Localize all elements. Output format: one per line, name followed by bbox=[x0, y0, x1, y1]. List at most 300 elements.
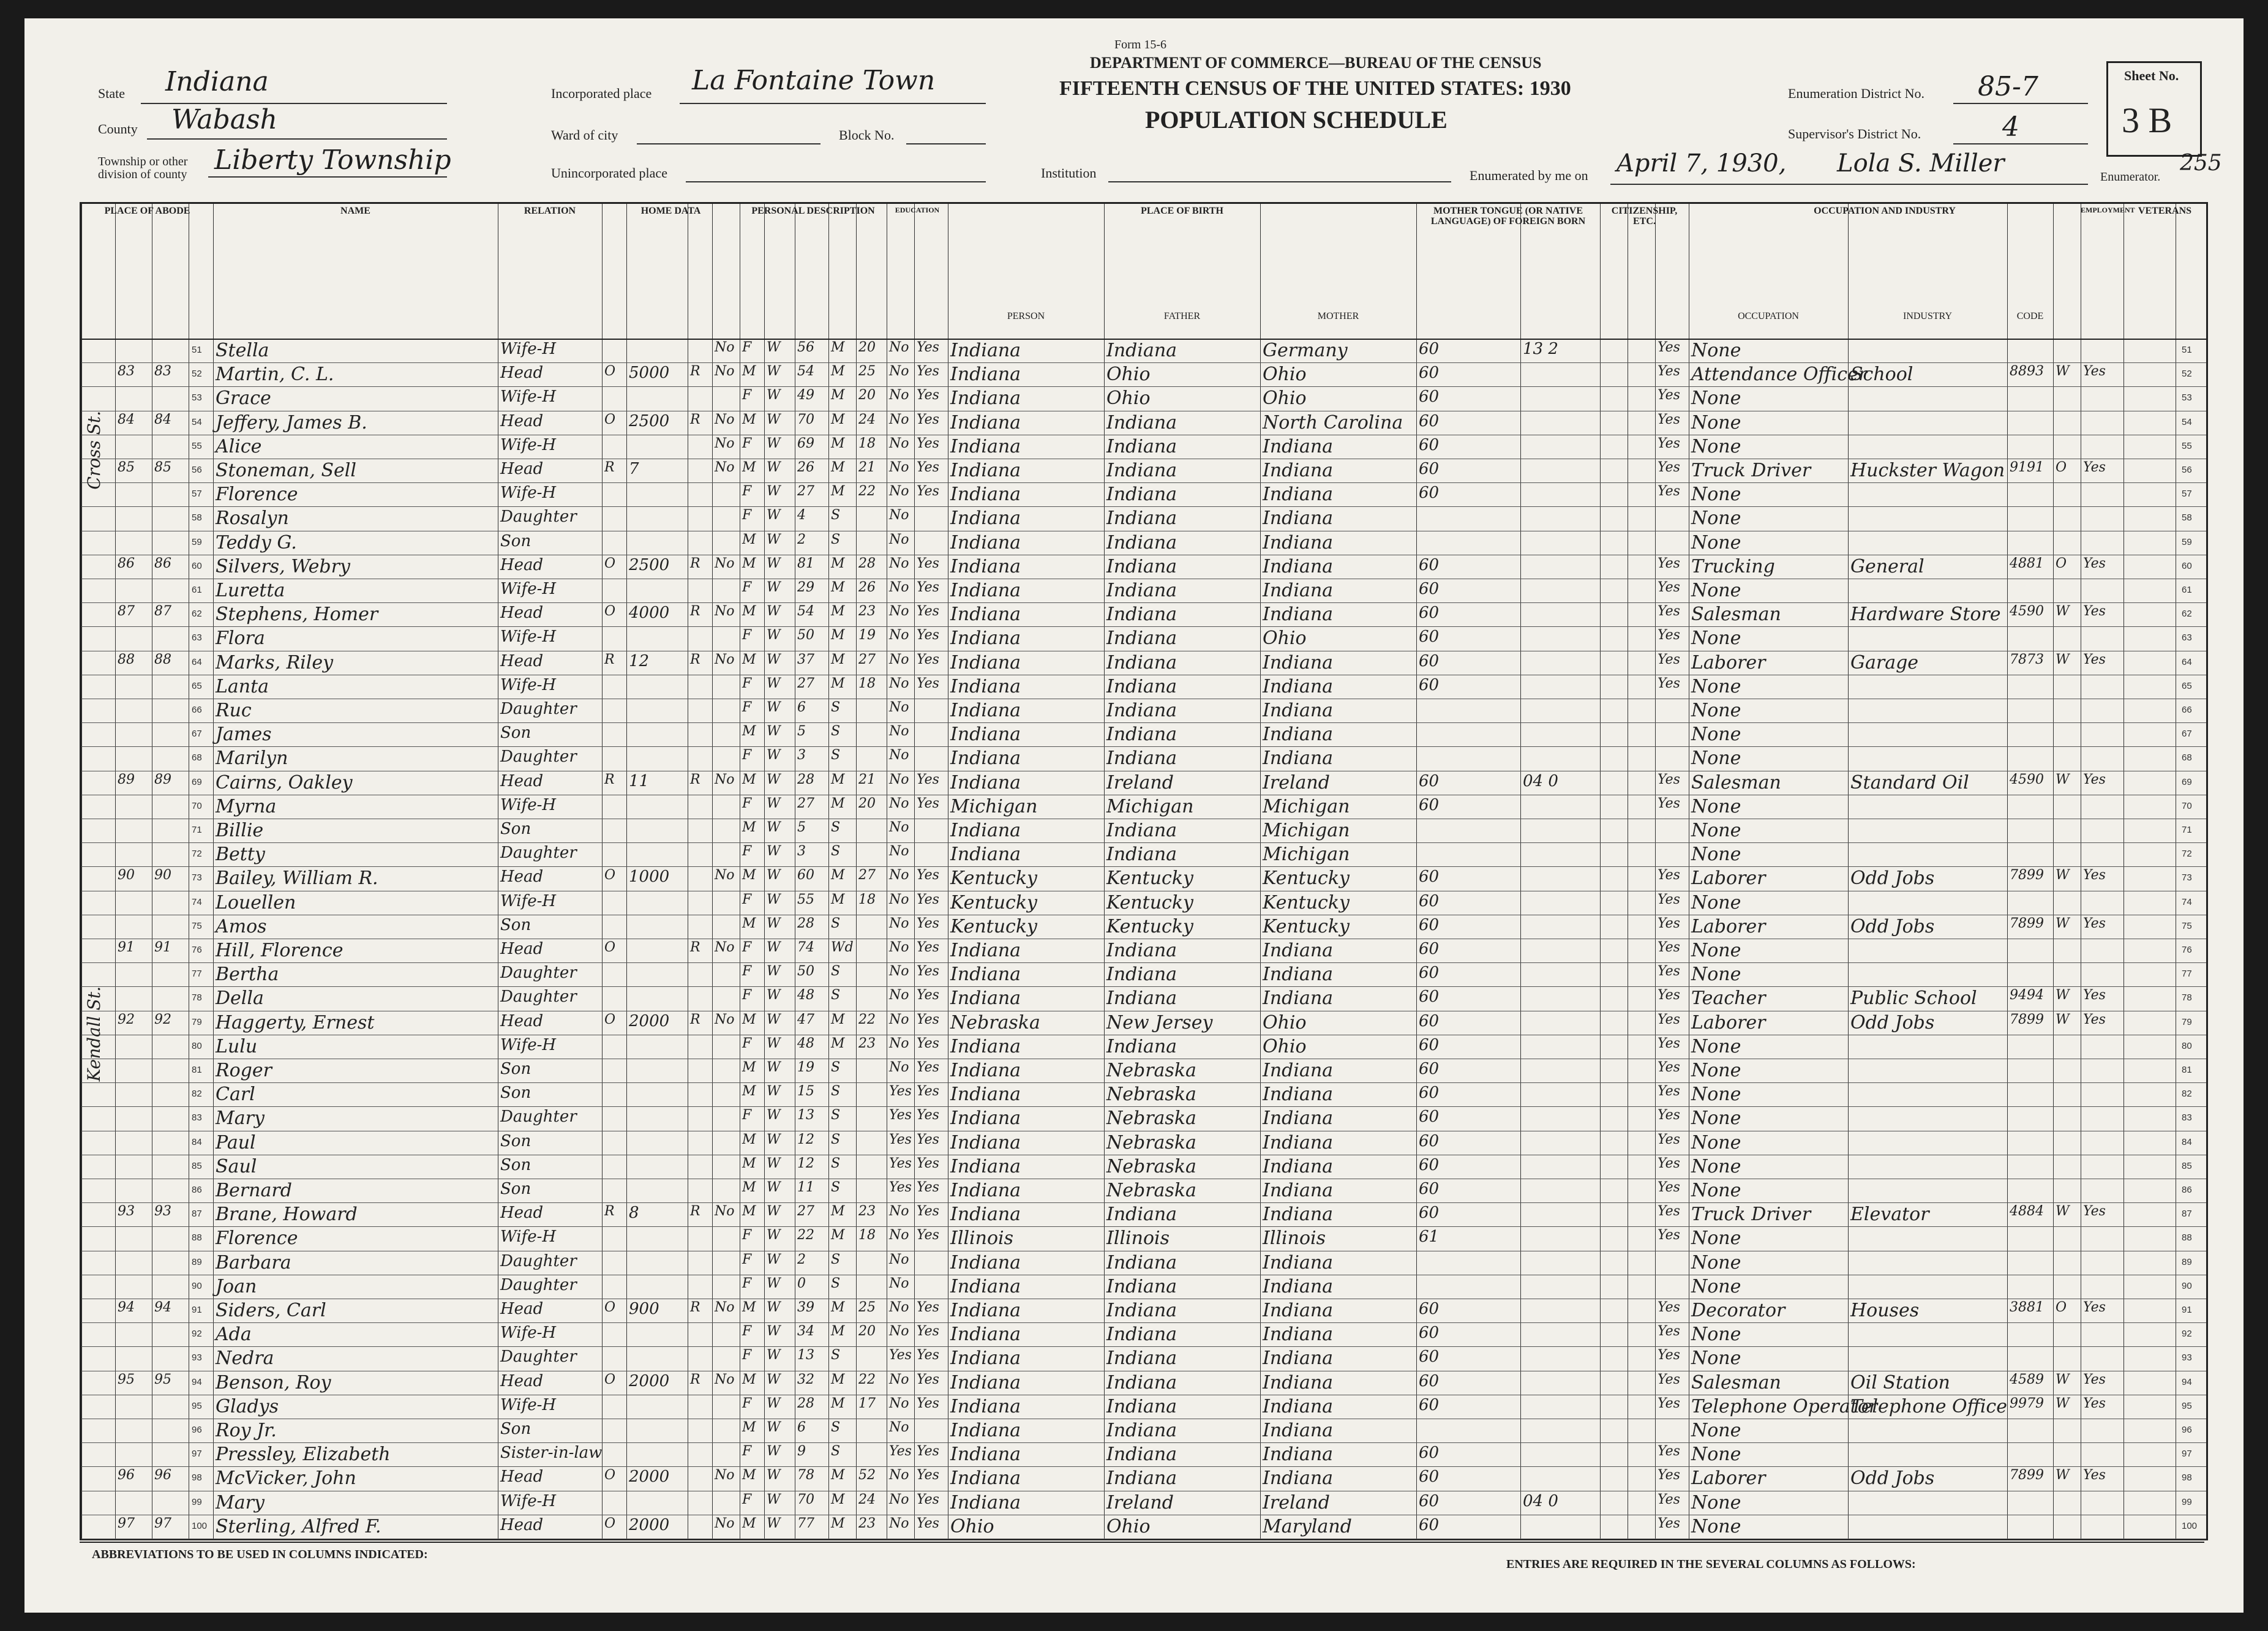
cell-fb: Nebraska bbox=[1106, 1180, 1196, 1201]
line-number: 67 bbox=[192, 729, 202, 740]
cell-eng: Yes bbox=[1658, 484, 1680, 500]
incorporated-value: La Fontaine Town bbox=[692, 65, 936, 96]
cell-radio: R bbox=[690, 1011, 700, 1027]
cell-work: Yes bbox=[2083, 771, 2106, 787]
cell-mb: Maryland bbox=[1263, 1515, 1352, 1537]
cell-race: W bbox=[767, 868, 781, 883]
cell-mar: S bbox=[831, 820, 841, 835]
cell-ind: Odd Jobs bbox=[1850, 1468, 1935, 1490]
cell-fam: 92 bbox=[154, 1011, 171, 1027]
cell-lang: 60 bbox=[1419, 435, 1440, 454]
cell-sex: F bbox=[742, 1228, 752, 1243]
cell-lang: 60 bbox=[1419, 891, 1440, 910]
line-number: 68 bbox=[192, 752, 202, 763]
cell-mb: Kentucky bbox=[1263, 868, 1350, 890]
line-number: 66 bbox=[192, 705, 202, 715]
cell-fb: Indiana bbox=[1106, 1420, 1177, 1441]
cell-race: W bbox=[767, 340, 781, 355]
cell-name: Benson, Roy bbox=[216, 1371, 331, 1393]
cell-mar: M bbox=[831, 340, 845, 355]
cell-pb: Indiana bbox=[950, 1204, 1021, 1226]
line-number: 62 bbox=[2182, 609, 2192, 620]
cell-pb: Indiana bbox=[950, 1108, 1021, 1130]
cell-occ: Trucking bbox=[1691, 555, 1775, 577]
cell-occ: Salesman bbox=[1691, 771, 1781, 793]
cell-eng: Yes bbox=[1658, 1491, 1680, 1507]
ed-label: Enumeration District No. bbox=[1788, 86, 1925, 101]
cell-sex: F bbox=[742, 1491, 752, 1507]
sd-label: Supervisor's District No. bbox=[1788, 126, 1921, 141]
cell-own: O bbox=[604, 940, 616, 955]
cell-rel: Daughter bbox=[500, 988, 577, 1007]
cell-rel: Wife-H bbox=[500, 580, 557, 598]
cell-sch: No bbox=[889, 1228, 909, 1243]
line-number: 91 bbox=[192, 1305, 202, 1315]
cell-sex: M bbox=[742, 771, 756, 787]
cell-sch: Yes bbox=[889, 1180, 912, 1195]
cell-race: W bbox=[767, 1324, 781, 1340]
line-number: 68 bbox=[2182, 752, 2192, 763]
cell-cls: W bbox=[2056, 364, 2070, 380]
cell-fb: Indiana bbox=[1106, 1444, 1177, 1466]
cell-read: Yes bbox=[917, 1444, 939, 1460]
cell-occ: None bbox=[1691, 388, 1741, 410]
line-number: 98 bbox=[2182, 1472, 2192, 1483]
cell-sch: No bbox=[889, 1468, 909, 1483]
cell-val: 12 bbox=[629, 651, 650, 670]
cell-mar: S bbox=[831, 1060, 841, 1075]
cell-sex: M bbox=[742, 651, 756, 667]
cell-lang: 60 bbox=[1419, 1035, 1440, 1054]
cell-read: Yes bbox=[917, 1108, 939, 1123]
cell-val: 2500 bbox=[629, 555, 670, 574]
cell-sch: No bbox=[889, 724, 909, 740]
cell-race: W bbox=[767, 460, 781, 475]
cell-sex: F bbox=[742, 1035, 752, 1051]
cell-occ: None bbox=[1691, 1348, 1741, 1370]
cell-pb: Indiana bbox=[950, 1035, 1021, 1057]
cell-fb: Indiana bbox=[1106, 1204, 1177, 1226]
abbreviations-title: ABBREVIATIONS TO BE USED IN COLUMNS INDICATED: bbox=[92, 1548, 428, 1561]
cell-name: Roy Jr. bbox=[216, 1420, 277, 1441]
cell-mb: Indiana bbox=[1263, 940, 1334, 961]
cell-rel: Son bbox=[500, 1155, 531, 1174]
line-number: 65 bbox=[192, 680, 202, 691]
cell-mar: M bbox=[831, 580, 845, 595]
cell-code: 04 0 bbox=[1523, 771, 1558, 790]
cell-lang: 60 bbox=[1419, 1444, 1440, 1463]
cell-mar: M bbox=[831, 891, 845, 907]
cell-ind: Hardware Store bbox=[1850, 604, 2001, 626]
line-number: 80 bbox=[192, 1040, 202, 1051]
cell-age: 6 bbox=[797, 1420, 806, 1435]
cell-mb: Ireland bbox=[1263, 771, 1330, 793]
line-number: 67 bbox=[2182, 729, 2192, 740]
cell-rel: Head bbox=[500, 1300, 544, 1318]
cell-agem: 23 bbox=[858, 1204, 876, 1220]
line-number: 100 bbox=[192, 1520, 208, 1531]
cell-mar: M bbox=[831, 771, 845, 787]
cell-rel: Son bbox=[500, 724, 531, 743]
cell-sch: No bbox=[889, 1251, 909, 1267]
cell-cls: W bbox=[2056, 651, 2070, 667]
cell-rel: Wife-H bbox=[500, 1324, 557, 1343]
cell-sch: No bbox=[889, 940, 909, 955]
cell-ocode: 8893 bbox=[2010, 364, 2044, 380]
cell-code: 13 2 bbox=[1523, 340, 1558, 358]
cell-agem: 23 bbox=[858, 1035, 876, 1051]
cell-own: R bbox=[604, 651, 615, 667]
cell-occ: Decorator bbox=[1691, 1300, 1785, 1321]
cell-name: Billie bbox=[216, 820, 264, 841]
cell-own: O bbox=[604, 868, 616, 883]
cell-fb: Indiana bbox=[1106, 1395, 1177, 1417]
cell-sex: M bbox=[742, 1300, 756, 1315]
cell-race: W bbox=[767, 988, 781, 1003]
cell-sex: M bbox=[742, 1204, 756, 1220]
cell-pb: Indiana bbox=[950, 1275, 1021, 1297]
group-header: OCCUPATION AND INDUSTRY bbox=[1814, 206, 1956, 216]
line-number: 96 bbox=[192, 1425, 202, 1435]
cell-age: 27 bbox=[797, 795, 814, 811]
cell-read: Yes bbox=[917, 484, 939, 500]
cell-race: W bbox=[767, 1348, 781, 1363]
census-title: FIFTEENTH CENSUS OF THE UNITED STATES: 1930 bbox=[1059, 77, 1571, 100]
line-number: 64 bbox=[192, 656, 202, 667]
cell-eng: Yes bbox=[1658, 1444, 1680, 1460]
line-number: 81 bbox=[2182, 1065, 2192, 1075]
cell-age: 28 bbox=[797, 771, 814, 787]
cell-sch: No bbox=[889, 891, 909, 907]
unincorporated-label: Unincorporated place bbox=[551, 165, 667, 181]
cell-fb: Nebraska bbox=[1106, 1108, 1196, 1130]
line-number: 76 bbox=[192, 945, 202, 955]
cell-name: Mary bbox=[216, 1491, 265, 1513]
cell-pb: Indiana bbox=[950, 435, 1021, 457]
cell-mar: S bbox=[831, 1131, 841, 1147]
cell-ocode: 9494 bbox=[2010, 988, 2044, 1003]
cell-mb: Indiana bbox=[1263, 1468, 1334, 1490]
cell-rel: Wife-H bbox=[500, 484, 557, 503]
cell-race: W bbox=[767, 820, 781, 835]
line-number: 92 bbox=[192, 1329, 202, 1340]
cell-lang: 60 bbox=[1419, 988, 1440, 1007]
street-name: Cross St. bbox=[84, 410, 104, 490]
cell-fam: 86 bbox=[154, 555, 171, 571]
cell-lang: 60 bbox=[1419, 1515, 1440, 1534]
cell-name: Martin, C. L. bbox=[216, 364, 334, 386]
cell-rel: Wife-H bbox=[500, 1395, 557, 1414]
line-number: 80 bbox=[2182, 1040, 2192, 1051]
cell-lang: 60 bbox=[1419, 1180, 1440, 1198]
cell-mar: S bbox=[831, 1348, 841, 1363]
cell-sex: M bbox=[742, 1420, 756, 1435]
cell-ind: Elevator bbox=[1850, 1204, 1929, 1226]
cell-mb: Indiana bbox=[1263, 460, 1334, 481]
cell-mar: S bbox=[831, 1275, 841, 1291]
cell-read: Yes bbox=[917, 1131, 939, 1147]
cell-mar: M bbox=[831, 555, 845, 571]
cell-occ: None bbox=[1691, 1035, 1741, 1057]
cell-sex: M bbox=[742, 1155, 756, 1171]
cell-eng: Yes bbox=[1658, 988, 1680, 1003]
line-number: 79 bbox=[2182, 1016, 2192, 1027]
cell-sch: No bbox=[889, 1371, 909, 1387]
cell-sex: M bbox=[742, 1131, 756, 1147]
cell-own: O bbox=[604, 604, 616, 620]
line-number: 84 bbox=[2182, 1136, 2192, 1147]
cell-mar: M bbox=[831, 1204, 845, 1220]
cell-dw: 85 bbox=[118, 460, 135, 475]
cell-pb: Indiana bbox=[950, 508, 1021, 530]
cell-name: Marilyn bbox=[216, 748, 288, 770]
cell-pb: Indiana bbox=[950, 820, 1021, 841]
cell-sex: F bbox=[742, 891, 752, 907]
cell-rel: Head bbox=[500, 411, 544, 430]
cell-occ: None bbox=[1691, 1180, 1741, 1201]
cell-ind: Houses bbox=[1850, 1300, 1920, 1321]
cell-sch: No bbox=[889, 460, 909, 475]
cell-pb: Michigan bbox=[950, 795, 1038, 817]
cell-mb: Indiana bbox=[1263, 1444, 1334, 1466]
cell-own: O bbox=[604, 1468, 616, 1483]
cell-own: O bbox=[604, 411, 616, 427]
cell-radio: R bbox=[690, 771, 700, 787]
cell-ocode: 4589 bbox=[2010, 1371, 2044, 1387]
cell-age: 11 bbox=[797, 1180, 814, 1195]
cell-own: R bbox=[604, 771, 615, 787]
cell-fb: Indiana bbox=[1106, 435, 1177, 457]
cell-agem: 23 bbox=[858, 604, 876, 620]
cell-age: 70 bbox=[797, 411, 814, 427]
state-label: State bbox=[98, 86, 125, 101]
cell-lang: 60 bbox=[1419, 460, 1440, 478]
cell-pb: Indiana bbox=[950, 1324, 1021, 1346]
cell-sch: No bbox=[889, 1060, 909, 1075]
cell-val: 2500 bbox=[629, 411, 670, 430]
cell-fb: Kentucky bbox=[1106, 868, 1193, 890]
cell-work: Yes bbox=[2083, 555, 2106, 571]
cell-sch: No bbox=[889, 820, 909, 835]
cell-read: Yes bbox=[917, 1060, 939, 1075]
line-number: 71 bbox=[192, 825, 202, 835]
cell-farm: No bbox=[715, 460, 735, 475]
cell-name: Rosalyn bbox=[216, 508, 289, 530]
cell-ocode: 7899 bbox=[2010, 915, 2044, 931]
cell-agem: 18 bbox=[858, 435, 876, 451]
cell-race: W bbox=[767, 700, 781, 715]
cell-pb: Indiana bbox=[950, 988, 1021, 1010]
cell-work: Yes bbox=[2083, 868, 2106, 883]
cell-work: Yes bbox=[2083, 651, 2106, 667]
cell-mar: M bbox=[831, 795, 845, 811]
cell-eng: Yes bbox=[1658, 604, 1680, 620]
cell-occ: None bbox=[1691, 1228, 1741, 1250]
cell-read: Yes bbox=[917, 1204, 939, 1220]
cell-mb: Germany bbox=[1263, 340, 1348, 361]
cell-agem: 22 bbox=[858, 484, 876, 500]
cell-cls: W bbox=[2056, 1371, 2070, 1387]
cell-lang: 60 bbox=[1419, 651, 1440, 670]
cell-fb: Ohio bbox=[1106, 1515, 1151, 1537]
group-header: NAME bbox=[340, 206, 370, 216]
cell-rel: Wife-H bbox=[500, 891, 557, 910]
cell-name: Betty bbox=[216, 844, 265, 866]
cell-read: Yes bbox=[917, 340, 939, 355]
cell-work: Yes bbox=[2083, 915, 2106, 931]
ward-label: Ward of city bbox=[551, 127, 618, 143]
cell-lang: 60 bbox=[1419, 580, 1440, 598]
cell-rel: Daughter bbox=[500, 964, 577, 983]
institution-label: Institution bbox=[1041, 165, 1097, 181]
cell-farm: No bbox=[715, 604, 735, 620]
line-number: 93 bbox=[192, 1352, 202, 1363]
cell-mar: M bbox=[831, 435, 845, 451]
cell-sch: Yes bbox=[889, 1108, 912, 1123]
cell-agem: 23 bbox=[858, 1515, 876, 1531]
cell-age: 32 bbox=[797, 1371, 814, 1387]
cell-pb: Indiana bbox=[950, 1251, 1021, 1273]
cell-mb: Ohio bbox=[1263, 388, 1307, 410]
cell-fb: Kentucky bbox=[1106, 915, 1193, 937]
cell-ocode: 3881 bbox=[2010, 1300, 2044, 1315]
cell-fb: Illinois bbox=[1106, 1228, 1170, 1250]
cell-mb: Indiana bbox=[1263, 1251, 1334, 1273]
cell-read: Yes bbox=[917, 988, 939, 1003]
cell-agem: 22 bbox=[858, 1011, 876, 1027]
cell-pb: Indiana bbox=[950, 844, 1021, 866]
cell-sex: F bbox=[742, 940, 752, 955]
cell-occ: None bbox=[1691, 1155, 1741, 1177]
cell-fb: Ireland bbox=[1106, 1491, 1174, 1513]
cell-pb: Indiana bbox=[950, 1155, 1021, 1177]
cell-age: 28 bbox=[797, 1395, 814, 1411]
cell-rel: Wife-H bbox=[500, 675, 557, 694]
cell-eng: Yes bbox=[1658, 771, 1680, 787]
line-number: 94 bbox=[192, 1376, 202, 1387]
cell-name: Haggerty, Ernest bbox=[216, 1011, 375, 1033]
cell-occ: None bbox=[1691, 1060, 1741, 1081]
cell-farm: No bbox=[715, 1515, 735, 1531]
cell-race: W bbox=[767, 1371, 781, 1387]
cell-name: Brane, Howard bbox=[216, 1204, 358, 1226]
cell-eng: Yes bbox=[1658, 940, 1680, 955]
cell-mar: M bbox=[831, 651, 845, 667]
cell-sex: M bbox=[742, 1084, 756, 1100]
cell-pb: Indiana bbox=[950, 700, 1021, 721]
cell-name: McVicker, John bbox=[216, 1468, 356, 1490]
cell-fb: Nebraska bbox=[1106, 1131, 1196, 1153]
cell-mb: Indiana bbox=[1263, 435, 1334, 457]
line-number: 90 bbox=[2182, 1280, 2192, 1291]
line-number: 99 bbox=[192, 1496, 202, 1507]
cell-occ: None bbox=[1691, 748, 1741, 770]
cell-fb: Indiana bbox=[1106, 580, 1177, 601]
cell-age: 50 bbox=[797, 628, 814, 643]
cell-rel: Daughter bbox=[500, 700, 577, 718]
line-number: 52 bbox=[2182, 369, 2192, 380]
cell-val: 8 bbox=[629, 1204, 639, 1223]
cell-mb: Indiana bbox=[1263, 1300, 1334, 1321]
cell-race: W bbox=[767, 411, 781, 427]
cell-fb: Indiana bbox=[1106, 651, 1177, 673]
cell-fb: Indiana bbox=[1106, 748, 1177, 770]
cell-pb: Indiana bbox=[950, 1395, 1021, 1417]
cell-rel: Son bbox=[500, 1420, 531, 1438]
line-number: 77 bbox=[2182, 969, 2192, 980]
cell-fb: Ireland bbox=[1106, 771, 1174, 793]
cell-pb: Indiana bbox=[950, 460, 1021, 481]
cell-pb: Indiana bbox=[950, 1348, 1021, 1370]
cell-fb: Indiana bbox=[1106, 340, 1177, 361]
cell-radio: R bbox=[690, 364, 700, 380]
cell-race: W bbox=[767, 1275, 781, 1291]
cell-sch: No bbox=[889, 1395, 909, 1411]
cell-fb: Nebraska bbox=[1106, 1084, 1196, 1106]
cell-fam: 87 bbox=[154, 604, 171, 620]
cell-fam: 93 bbox=[154, 1204, 171, 1220]
cell-mb: Indiana bbox=[1263, 1371, 1334, 1393]
cell-work: Yes bbox=[2083, 1011, 2106, 1027]
cell-sex: F bbox=[742, 1444, 752, 1460]
cell-agem: 28 bbox=[858, 555, 876, 571]
cell-sch: Yes bbox=[889, 1444, 912, 1460]
cell-mb: Indiana bbox=[1263, 555, 1334, 577]
cell-age: 48 bbox=[797, 1035, 814, 1051]
cell-pb: Indiana bbox=[950, 1180, 1021, 1201]
cell-mb: Indiana bbox=[1263, 675, 1334, 697]
cell-mb: Michigan bbox=[1263, 820, 1350, 841]
cell-sex: F bbox=[742, 844, 752, 860]
cell-dw: 95 bbox=[118, 1371, 135, 1387]
cell-mb: Indiana bbox=[1263, 1180, 1334, 1201]
cell-occ: None bbox=[1691, 675, 1741, 697]
cell-farm: No bbox=[715, 1371, 735, 1387]
cell-radio: R bbox=[690, 1204, 700, 1220]
cell-age: 29 bbox=[797, 580, 814, 595]
cell-fb: Indiana bbox=[1106, 844, 1177, 866]
cell-occ: None bbox=[1691, 1275, 1741, 1297]
cell-age: 19 bbox=[797, 1060, 814, 1075]
line-number: 96 bbox=[2182, 1425, 2192, 1435]
cell-name: Della bbox=[216, 988, 264, 1010]
cell-occ: Truck Driver bbox=[1691, 460, 1811, 481]
line-number: 87 bbox=[192, 1209, 202, 1220]
cell-fb: Indiana bbox=[1106, 531, 1177, 553]
cell-ocode: 9979 bbox=[2010, 1395, 2044, 1411]
cell-sex: F bbox=[742, 1324, 752, 1340]
cell-pb: Indiana bbox=[950, 651, 1021, 673]
cell-mar: S bbox=[831, 531, 841, 547]
cell-ocode: 7873 bbox=[2010, 651, 2044, 667]
cell-occ: None bbox=[1691, 1131, 1741, 1153]
cell-mb: Indiana bbox=[1263, 1395, 1334, 1417]
cell-mb: Indiana bbox=[1263, 748, 1334, 770]
cell-fb: Indiana bbox=[1106, 1035, 1177, 1057]
cell-agem: 20 bbox=[858, 340, 876, 355]
cell-name: Bernard bbox=[216, 1180, 292, 1201]
cell-dw: 93 bbox=[118, 1204, 135, 1220]
cell-mar: M bbox=[831, 1300, 845, 1315]
cell-occ: None bbox=[1691, 1444, 1741, 1466]
cell-work: Yes bbox=[2083, 460, 2106, 475]
cell-cls: W bbox=[2056, 868, 2070, 883]
cell-race: W bbox=[767, 844, 781, 860]
cell-radio: R bbox=[690, 1371, 700, 1387]
cell-read: Yes bbox=[917, 628, 939, 643]
cell-cls: W bbox=[2056, 1204, 2070, 1220]
cell-sch: Yes bbox=[889, 1084, 912, 1100]
